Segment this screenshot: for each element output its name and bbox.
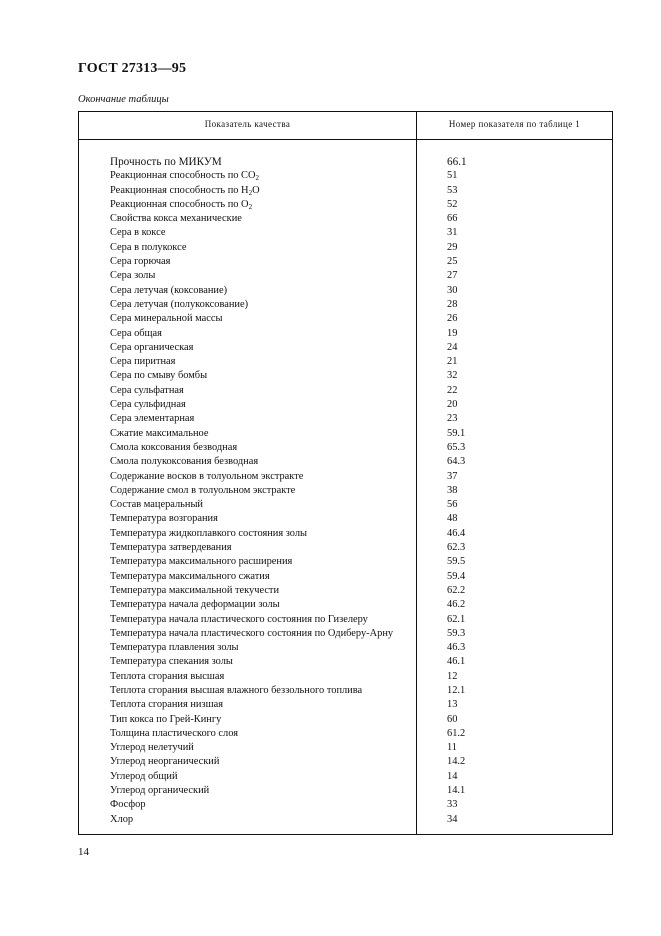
quality-index-name: Углерод общий <box>110 770 178 782</box>
quality-index-name: Температура начала деформации золы <box>110 599 280 611</box>
index-number: 14.1 <box>447 785 466 797</box>
table-row <box>79 212 612 226</box>
column-header-index-number: Номер показателя по таблице 1 <box>448 119 581 129</box>
quality-index-name: Температура спекания золы <box>110 656 233 668</box>
table-row <box>79 684 612 698</box>
table-row <box>79 498 612 512</box>
table-row <box>79 226 612 240</box>
page-number: 14 <box>78 846 89 858</box>
table-row <box>79 241 612 255</box>
table-row <box>79 484 612 498</box>
index-number: 27 <box>447 270 458 282</box>
quality-index-name: Сера сульфидная <box>110 399 186 411</box>
quality-index-name: Теплота сгорания высшая <box>110 670 225 682</box>
quality-index-name: Температура плавления золы <box>110 642 239 654</box>
quality-index-name: Тип кокса по Грей-Кингу <box>110 713 222 725</box>
quality-index-name: Сера элементарная <box>110 413 195 425</box>
index-number: 61.2 <box>447 727 466 739</box>
index-number: 46.2 <box>447 599 466 611</box>
quality-index-name: Свойства кокса механические <box>110 213 242 225</box>
index-number: 51 <box>447 170 458 182</box>
index-number: 29 <box>447 241 458 253</box>
quality-index-name: Теплота сгорания высшая влажного беззольного топлива <box>110 684 363 696</box>
table-row <box>79 555 612 569</box>
index-number: 34 <box>447 813 458 825</box>
quality-index-name: Сера органическая <box>110 341 194 353</box>
quality-index-name <box>110 169 259 183</box>
table-row <box>79 312 612 326</box>
index-number: 62.2 <box>447 584 466 596</box>
index-number: 66.1 <box>447 156 467 168</box>
index-number: 46.3 <box>447 642 466 654</box>
table-row <box>79 527 612 541</box>
quality-index-name: Сера горючая <box>110 256 171 268</box>
quality-index-name: Температура максимального сжатия <box>110 570 270 582</box>
table-row <box>79 470 612 484</box>
index-number: 59.5 <box>447 556 466 568</box>
index-number: 21 <box>447 356 458 368</box>
table-row <box>79 598 612 612</box>
index-number: 46.4 <box>447 527 466 539</box>
quality-index-name: Температура жидкоплавкого состояния золы <box>110 527 307 539</box>
quality-index-name: Сера в полукоксе <box>110 241 187 253</box>
table-row <box>79 155 612 169</box>
quality-index-name: Содержание смол в толуольном экстракте <box>110 484 296 496</box>
index-number: 11 <box>447 742 458 754</box>
quality-index-name: Хлор <box>110 813 134 825</box>
quality-index-name: Температура затвердевания <box>110 542 232 554</box>
table-row <box>79 398 612 412</box>
index-number: 30 <box>447 284 458 296</box>
table-row <box>79 641 612 655</box>
index-number: 59.3 <box>447 627 466 639</box>
quality-index-name: Фосфор <box>110 799 146 811</box>
quality-index-name <box>110 184 260 198</box>
quality-index-name: Содержание восков в толуольном экстракте <box>110 470 304 482</box>
quality-index-name: Теплота сгорания низшая <box>110 699 223 711</box>
chemical-subscript: 2 <box>255 174 259 183</box>
index-number: 52 <box>447 198 458 210</box>
quality-index-name: Прочность по МИКУМ <box>110 156 222 168</box>
quality-index-name: Толщина пластического слоя <box>110 727 239 739</box>
index-number: 62.3 <box>447 542 466 554</box>
index-number: 20 <box>447 399 458 411</box>
index-number: 24 <box>447 341 458 353</box>
index-number: 48 <box>447 513 458 525</box>
chemical-subscript: 2 <box>248 202 253 211</box>
quality-index-name: Углерод нелетучий <box>110 742 194 754</box>
table-row <box>79 355 612 369</box>
table-row <box>79 184 612 198</box>
quality-index-name: Сера летучая (полукоксование) <box>110 298 249 310</box>
index-number: 31 <box>447 227 458 239</box>
index-number: 32 <box>447 370 458 382</box>
index-number: 66 <box>447 213 458 225</box>
index-number: 13 <box>447 699 458 711</box>
table-row <box>79 169 612 183</box>
quality-index-name: Состав мацеральный <box>110 499 203 511</box>
quality-index-table <box>78 111 613 835</box>
index-number: 33 <box>447 799 458 811</box>
table-row <box>79 255 612 269</box>
index-number: 26 <box>447 313 458 325</box>
table-row <box>79 584 612 598</box>
quality-index-name: Температура начала пластического состояния по Гизелеру <box>110 613 368 625</box>
table-row <box>79 698 612 712</box>
table-body <box>79 155 612 827</box>
quality-index-name: Сера пиритная <box>110 356 176 368</box>
table-row <box>79 269 612 283</box>
index-number: 64.3 <box>447 456 466 468</box>
quality-index-name: Сера летучая (коксование) <box>110 284 228 296</box>
quality-index-name: Сжатие максимальное <box>110 427 209 439</box>
quality-index-name <box>110 198 252 212</box>
table-row <box>79 441 612 455</box>
quality-index-name: Температура максимального расширения <box>110 556 293 568</box>
index-number: 62.1 <box>447 613 466 625</box>
index-number: 38 <box>447 484 458 496</box>
table-row <box>79 198 612 212</box>
index-number: 14 <box>447 770 458 782</box>
table-row <box>79 455 612 469</box>
table-row <box>79 627 612 641</box>
index-number: 25 <box>447 256 458 268</box>
table-row <box>79 284 612 298</box>
table-caption: Окончание таблицы <box>78 94 169 105</box>
table-row <box>79 784 612 798</box>
quality-index-name: Смола коксования безводная <box>110 441 238 453</box>
quality-index-name: Температура начала пластического состояния по Одиберу-Арну <box>110 627 394 639</box>
index-number: 56 <box>447 499 458 511</box>
index-number: 37 <box>447 470 458 482</box>
table-row <box>79 298 612 312</box>
index-number: 60 <box>447 713 458 725</box>
index-number: 23 <box>447 413 458 425</box>
table-row <box>79 670 612 684</box>
table-row <box>79 341 612 355</box>
document-title: ГОСТ 27313—95 <box>78 61 187 76</box>
table-row <box>79 427 612 441</box>
quality-index-name-text: Реакционная способность по CO <box>110 170 256 182</box>
table-row <box>79 512 612 526</box>
quality-index-name: Сера золы <box>110 270 156 282</box>
table-row <box>79 327 612 341</box>
quality-index-name-suffix: O <box>252 184 260 196</box>
table-row <box>79 727 612 741</box>
table-row <box>79 713 612 727</box>
column-header-quality-index: Показатель качества <box>204 119 291 129</box>
index-number: 12 <box>447 670 458 682</box>
quality-index-name: Температура возгорания <box>110 513 218 525</box>
quality-index-name: Сера сульфатная <box>110 384 184 396</box>
quality-index-name: Углерод неорганический <box>110 756 220 768</box>
index-number: 28 <box>447 298 458 310</box>
index-number: 53 <box>447 184 458 196</box>
quality-index-name: Сера в коксе <box>110 227 166 239</box>
table-row <box>79 798 612 812</box>
table-row <box>79 613 612 627</box>
quality-index-name: Сера общая <box>110 327 162 339</box>
table-row <box>79 384 612 398</box>
quality-index-name: Углерод органический <box>110 785 210 797</box>
table-row <box>79 655 612 669</box>
index-number: 65.3 <box>447 441 466 453</box>
table-row <box>79 770 612 784</box>
index-number: 19 <box>447 327 458 339</box>
quality-index-name-text: Реакционная способность по O <box>110 198 249 210</box>
index-number: 12.1 <box>447 684 466 696</box>
header-divider <box>79 139 612 140</box>
quality-index-name: Температура максимальной текучести <box>110 584 280 596</box>
quality-index-name: Смола полукоксования безводная <box>110 456 259 468</box>
table-row <box>79 741 612 755</box>
quality-index-name: Сера минеральной массы <box>110 313 223 325</box>
table-row <box>79 813 612 827</box>
chemical-subscript: 2 <box>248 188 253 197</box>
index-number: 14.2 <box>447 756 466 768</box>
table-row <box>79 541 612 555</box>
table-row <box>79 755 612 769</box>
table-row <box>79 570 612 584</box>
table-row <box>79 412 612 426</box>
index-number: 46.1 <box>447 656 466 668</box>
table-row <box>79 369 612 383</box>
quality-index-name: Сера по смыву бомбы <box>110 370 208 382</box>
index-number: 22 <box>447 384 458 396</box>
quality-index-name-text: Реакционная способность по H <box>110 184 249 196</box>
index-number: 59.1 <box>447 427 466 439</box>
index-number: 59.4 <box>447 570 466 582</box>
